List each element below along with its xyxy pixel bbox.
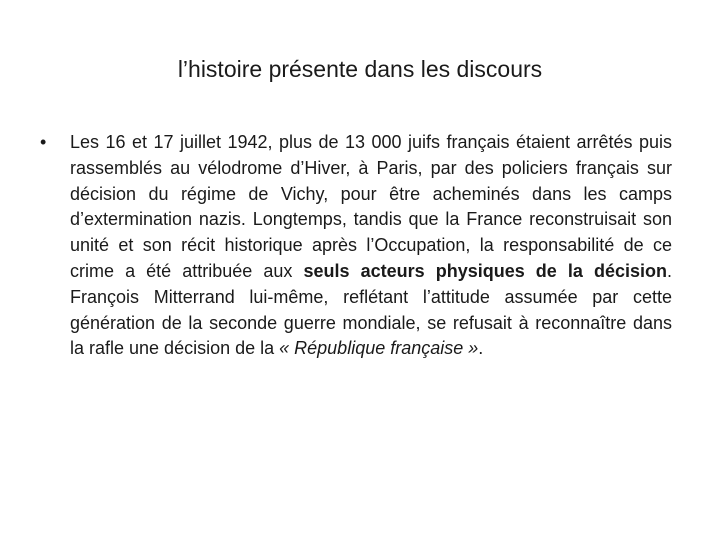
paragraph-italic-phrase: « République française » — [279, 338, 479, 359]
paragraph-text-part3: . — [478, 338, 484, 359]
paragraph-bold-phrase: seuls acteurs physiques de la décision — [303, 260, 667, 281]
paragraph-text-part2: . François Mitterrand lui-même, reflétant l’attitude assumée par cette génération de la seconde guerre mondiale, se refusait à reconnaître dans la rafle une décision de la — [70, 260, 672, 359]
bullet-icon: • — [40, 132, 47, 152]
bullet-list — [40, 130, 672, 362]
slide-title: l’histoire présente dans les discours — [177, 56, 543, 82]
bullet-item — [40, 130, 672, 362]
paragraph-text-part1: Les 16 et 17 juillet 1942, plus de 13 000 juifs français étaient arrêtés puis rassemblés au vélodrome d’Hiver, à Paris, par des policiers français sur décision du régime de Vichy, pour être acheminés dans les camps d’extermination nazis. Longtemps, tandis que la France reconstruisait son unité et son récit historique après l’Occupation, la responsabilité de ce crime a été attribuée aux — [70, 132, 672, 281]
